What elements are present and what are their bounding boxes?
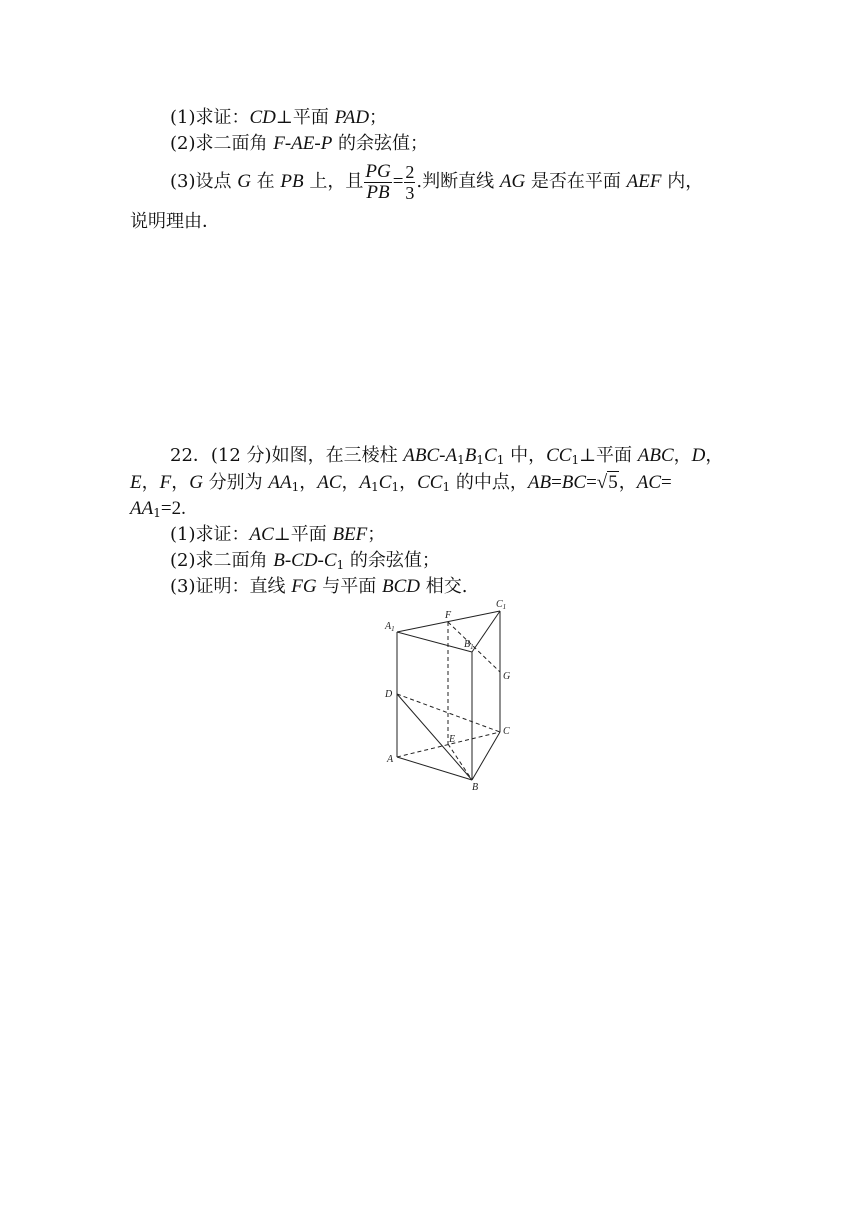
q21-part3-prefix: (3)设点 xyxy=(170,171,238,192)
q21-part3-aef: AEF xyxy=(626,171,662,192)
q22-eq2: = xyxy=(586,472,597,493)
edge-bc xyxy=(472,732,500,780)
q21-part3-reason: 说明理由． xyxy=(130,211,220,232)
q22-f: F xyxy=(159,472,172,493)
q21-part2-prefix: (2)求二面角 xyxy=(170,133,274,154)
q22-e: E xyxy=(130,472,142,493)
q22-part2-end: 的余弦值； xyxy=(344,550,440,571)
q22-cc2-sub: 1 xyxy=(442,480,451,494)
q22-abc: ABC xyxy=(637,445,674,466)
q21-part2-end: 的余弦值； xyxy=(332,133,429,154)
q21-part3-inside: 内， xyxy=(661,171,704,192)
q22-ac: AC xyxy=(317,472,342,493)
q22-part1-mid: ⊥平面 xyxy=(273,524,333,545)
fraction2-numerator: 2 xyxy=(405,161,415,182)
q22-perp: ⊥平面 xyxy=(579,445,638,466)
q22-number: 22．(12 分)如图，在三棱柱 xyxy=(170,445,404,466)
label-f: F xyxy=(445,610,452,621)
q21-part1-mid: ⊥平面 xyxy=(275,107,335,128)
q22-part1-ac: AC xyxy=(249,524,274,545)
q22-part1-bef: BEF xyxy=(332,524,368,545)
q22-prism-a: ABC-A xyxy=(403,445,458,466)
edge-ab xyxy=(397,757,472,780)
sqrt-radicand: 5 xyxy=(608,472,618,493)
q22-cc: CC xyxy=(546,445,572,466)
q22-bc: BC xyxy=(561,472,587,493)
label-b: B xyxy=(472,782,479,793)
edge-eb-hidden xyxy=(448,744,472,780)
fraction-two-thirds xyxy=(404,162,415,203)
q22-c1b: C xyxy=(378,472,392,493)
q22-prism-b: B xyxy=(464,445,477,466)
q22-line1 xyxy=(170,444,723,472)
q22-comma-end: ， xyxy=(705,445,724,466)
q22-fen: 分别为 xyxy=(202,472,269,493)
q22-part3-fg: FG xyxy=(291,576,317,597)
q21-part3-ag: AG xyxy=(499,171,526,192)
q22-cc2: CC xyxy=(417,472,443,493)
q21-part1-end: ； xyxy=(369,107,388,128)
q22-c1b-sub: 1 xyxy=(391,480,400,494)
label-a1: $A_1$ xyxy=(385,621,395,633)
fraction2-denominator: 3 xyxy=(405,182,415,203)
q22-part1-prefix: (1)求证： xyxy=(170,524,250,545)
q22-part3-bcd: BCD xyxy=(382,576,420,597)
q22-ab: AB xyxy=(527,472,552,493)
q22-part1-end: ； xyxy=(367,524,386,545)
equals-sign: = xyxy=(392,171,404,192)
q21-part3-line2 xyxy=(130,210,220,234)
q21-part2-angle: F-AE-P xyxy=(273,133,333,154)
q21-part3-isin: 是否在平面 xyxy=(525,171,627,192)
q21-part1 xyxy=(170,106,387,130)
sqrt-symbol: √ xyxy=(596,472,608,493)
q22-comma: ， xyxy=(673,445,692,466)
q22-part2-prefix: (2)求二面角 xyxy=(170,550,274,571)
q21-part3-judge: .判断直线 xyxy=(416,171,500,192)
q22-c3: ， xyxy=(299,472,318,493)
label-g: G xyxy=(503,671,511,682)
label-c: C xyxy=(503,726,510,737)
q22-ac2: AC xyxy=(636,472,662,493)
q21-part1-pad: PAD xyxy=(334,107,370,128)
q21-part3 xyxy=(170,159,703,205)
fraction-numerator: PG xyxy=(365,160,391,182)
edge-b1c1 xyxy=(472,611,500,652)
q22-line3 xyxy=(130,497,186,525)
sqrt-five xyxy=(597,471,619,495)
q22-part2-angle: B-CD-C xyxy=(273,550,337,571)
q22-c2: ， xyxy=(171,472,190,493)
q22-zhong: 中， xyxy=(504,445,547,466)
edge-a1b1 xyxy=(397,632,472,652)
q22-eq1: = xyxy=(551,472,562,493)
q21-part1-prefix: (1)求证： xyxy=(170,107,250,128)
q22-prism-sub2: 1 xyxy=(476,453,485,467)
edge-db xyxy=(397,694,472,780)
q22-part3-end: 相交. xyxy=(420,576,468,597)
q22-a1: A xyxy=(359,472,372,493)
q22-d: D xyxy=(691,445,706,466)
q21-part3-pb: PB xyxy=(280,171,304,192)
q22-aa: AA xyxy=(268,472,292,493)
q22-aa3-sub: 1 xyxy=(153,506,161,520)
fraction-denominator: PB xyxy=(366,181,390,203)
q22-part2 xyxy=(170,549,440,577)
q21-part3-and: 上，且 xyxy=(303,171,364,192)
q22-c1: ， xyxy=(141,472,160,493)
q22-part1 xyxy=(170,523,385,547)
q22-prism-c: C xyxy=(484,445,497,466)
edge-fg-hidden xyxy=(448,622,500,672)
q22-c5: ， xyxy=(399,472,418,493)
q21-part3-on: 在 xyxy=(250,171,281,192)
q22-a1-sub: 1 xyxy=(371,480,379,494)
q22-part3-prefix: (3)证明：直线 xyxy=(170,576,292,597)
prism-figure xyxy=(375,596,555,796)
q21-part1-cd: CD xyxy=(249,107,276,128)
label-e: E xyxy=(449,734,456,745)
q22-aa-sub: 1 xyxy=(291,480,300,494)
label-b1: $B_1$ xyxy=(464,639,474,651)
q21-part2 xyxy=(170,132,428,156)
fraction-pg-pb xyxy=(364,162,391,203)
q22-c6: ， xyxy=(618,472,637,493)
q22-prism-sub3: 1 xyxy=(496,453,505,467)
label-c1: $C_1$ xyxy=(496,599,507,611)
q22-aa3-value: =2. xyxy=(160,498,186,519)
q22-part3-mid: 与平面 xyxy=(316,576,382,597)
q22-c4: ， xyxy=(341,472,360,493)
q22-line2 xyxy=(130,471,672,499)
label-a: A xyxy=(387,754,394,765)
q22-part2-sub: 1 xyxy=(336,558,345,572)
q21-part3-g: G xyxy=(237,171,251,192)
q22-midpoint: 的中点， xyxy=(450,472,528,493)
q22-prism-sub1: 1 xyxy=(457,453,465,467)
q22-g: G xyxy=(189,472,203,493)
q22-aa3: AA xyxy=(130,498,154,519)
q22-eq3: = xyxy=(661,472,672,493)
q22-cc-sub: 1 xyxy=(571,453,580,467)
label-d: D xyxy=(385,689,393,700)
